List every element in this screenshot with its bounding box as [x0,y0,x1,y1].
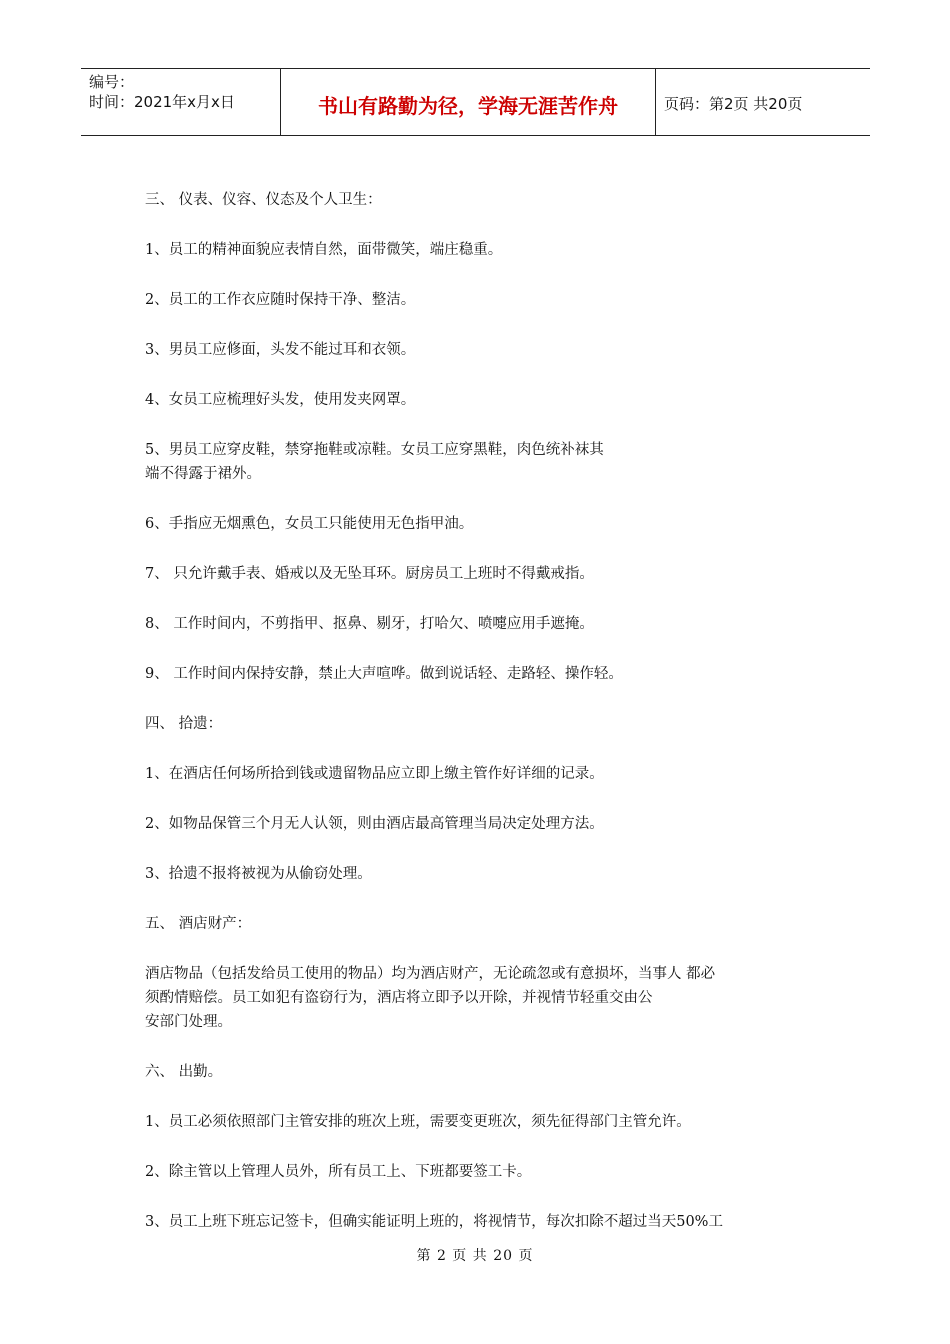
paragraph-line: 安部门处理。 [145,1014,232,1030]
list-item: 9、 工作时间内保持安静，禁止大声喧哗。做到说话轻、走路轻、操作轻。 [145,666,623,682]
document-body [145,188,810,1234]
list-item-continued: 端不得露于裙外。 [145,466,261,482]
section-heading: 六、 出勤。 [145,1064,223,1080]
header-motto: 书山有路勤为径，学海无涯苦作舟 [281,69,656,135]
header-meta-cell [81,69,281,135]
list-item: 4、女员工应梳理好头发，使用发夹网罩。 [145,392,416,408]
list-item: 8、 工作时间内，不剪指甲、抠鼻、剔牙，打哈欠、喷嚏应用手遮掩。 [145,616,594,632]
document-time-label: 时间：2021年x月x日 [89,93,235,111]
section-heading: 三、 仪表、仪容、仪态及个人卫生： [145,192,382,208]
list-item: 1、员工的精神面貌应表情自然，面带微笑，端庄稳重。 [145,242,503,258]
page-header [81,68,870,136]
paragraph-line: 须酌情赔偿。员工如犯有盗窃行为，酒店将立即予以开除，并视情节轻重交由公 [145,990,653,1006]
list-item: 1、员工必须依照部门主管安排的班次上班，需要变更班次，须先征得部门主管允许。 [145,1114,691,1130]
header-page-info: 页码：第2页 共20页 [664,94,803,113]
list-item: 3、男员工应修面，头发不能过耳和衣领。 [145,342,416,358]
section-heading: 五、 酒店财产： [145,916,252,932]
section-heading: 四、 拾遗： [145,716,223,732]
page-footer: 第 2 页 共 20 页 [416,1248,534,1264]
list-item: 2、除主管以上管理人员外，所有员工上、下班都要签工卡。 [145,1164,532,1180]
list-item: 5、男员工应穿皮鞋，禁穿拖鞋或凉鞋。女员工应穿黑鞋，肉色统补袜其 [145,442,604,458]
list-item: 2、员工的工作衣应随时保持干净、整洁。 [145,292,416,308]
list-item: 6、手指应无烟熏色，女员工只能使用无色指甲油。 [145,516,474,532]
list-item: 7、 只允许戴手表、婚戒以及无坠耳环。厨房员工上班时不得戴戒指。 [145,566,594,582]
list-item: 3、员工上班下班忘记签卡，但确实能证明上班的，将视情节，每次扣除不超过当天50%工 [145,1214,723,1230]
list-item: 1、在酒店任何场所拾到钱或遗留物品应立即上缴主管作好详细的记录。 [145,766,604,782]
paragraph-line: 酒店物品（包括发给员工使用的物品）均为酒店财产，无论疏忽或有意损坏，当事人 都必 [145,966,716,982]
list-item: 3、拾遗不报将被视为从偷窃处理。 [145,866,372,882]
document-number-label: 编号： [89,73,135,91]
list-item: 2、如物品保管三个月无人认领，则由酒店最高管理当局决定处理方法。 [145,816,604,832]
